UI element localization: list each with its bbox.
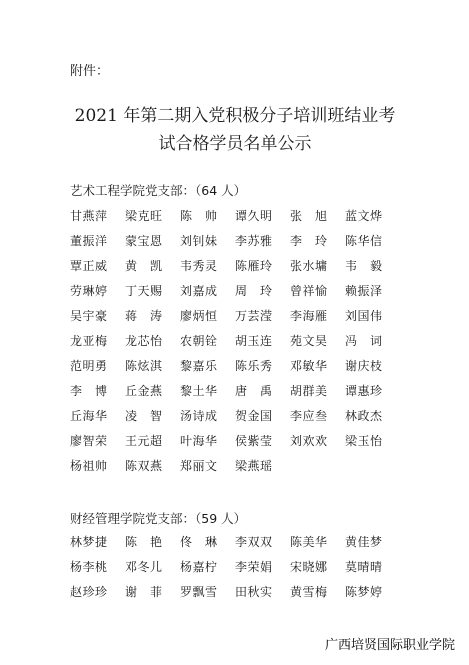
name-grid-art — [70, 204, 415, 479]
member-name: 苑文昊 — [290, 334, 328, 348]
member-name: 刘钊妹 — [180, 234, 218, 248]
member-name: 农朝铨 — [180, 334, 218, 348]
member-name: 陈炫淇 — [125, 359, 163, 373]
member-name: 谭久明 — [235, 209, 273, 223]
member-name: 陈梦婷 — [345, 585, 383, 599]
section-heading-art: 艺术工程学院党支部：（64 人） — [70, 183, 247, 198]
member-name: 陈华信 — [345, 234, 383, 248]
member-name: 谢庆枝 — [345, 359, 383, 373]
member-name: 吴宇豪 — [70, 309, 108, 323]
member-name: 谭惠珍 — [345, 384, 383, 398]
member-name: 佟 琳 — [180, 535, 218, 549]
section-heading-finance: 财经管理学院党支部：（59 人） — [70, 511, 247, 526]
member-name: 胡玉连 — [235, 334, 273, 348]
member-name: 蒋 涛 — [125, 309, 163, 323]
member-name: 蒙宝恩 — [125, 234, 163, 248]
member-name: 郑丽文 — [180, 459, 218, 473]
member-name: 李苏雅 — [235, 234, 273, 248]
member-name: 董振洋 — [70, 234, 108, 248]
member-name: 万芸滢 — [235, 309, 273, 323]
member-name: 陈美华 — [290, 535, 328, 549]
member-name: 廖炳恒 — [180, 309, 218, 323]
member-name: 贺金国 — [235, 409, 273, 423]
member-name: 杨李桃 — [70, 560, 108, 574]
member-name: 黄雪梅 — [290, 585, 328, 599]
member-name: 韦 毅 — [345, 259, 383, 273]
member-name: 陈雁玲 — [235, 259, 273, 273]
member-name: 覃正威 — [70, 259, 108, 273]
member-name: 林政杰 — [345, 409, 383, 423]
member-name: 赖振泽 — [345, 284, 383, 298]
member-name: 谢 菲 — [125, 585, 163, 599]
member-name: 丘海华 — [70, 409, 108, 423]
member-name: 王元超 — [125, 434, 163, 448]
member-name: 林梦捷 — [70, 535, 108, 549]
member-name: 黄佳梦 — [345, 535, 383, 549]
member-name: 甘燕萍 — [70, 209, 108, 223]
member-name: 黎嘉乐 — [180, 359, 218, 373]
member-name: 李 玲 — [290, 234, 328, 248]
member-name: 范明勇 — [70, 359, 108, 373]
member-name: 黄 凯 — [125, 259, 163, 273]
member-name: 蓝文烨 — [345, 209, 383, 223]
member-name: 邓冬儿 — [125, 560, 163, 574]
member-name: 汤诗成 — [180, 409, 218, 423]
member-name: 赵珍珍 — [70, 585, 108, 599]
member-name: 陈乐秀 — [235, 359, 273, 373]
member-name: 韦秀灵 — [180, 259, 218, 273]
member-name: 周 玲 — [235, 284, 273, 298]
member-name: 李 博 — [70, 384, 108, 398]
document-title-line2: 试合格学员名单公示 — [158, 134, 312, 154]
member-name: 李应叁 — [290, 409, 328, 423]
member-name: 侯紫莹 — [235, 434, 273, 448]
member-name: 陈 艳 — [125, 535, 163, 549]
member-name: 龙亚梅 — [70, 334, 108, 348]
member-name: 梁玉怡 — [345, 434, 383, 448]
member-name: 劳琳婷 — [70, 284, 108, 298]
member-name: 刘国伟 — [345, 309, 383, 323]
member-name: 陈 帅 — [180, 209, 218, 223]
member-name: 宋晓娜 — [290, 560, 328, 574]
member-name: 李海雁 — [290, 309, 328, 323]
attachment-label: 附件： — [70, 64, 110, 79]
member-name: 唐 禹 — [235, 384, 273, 398]
member-name: 莫晴晴 — [345, 560, 383, 574]
member-name: 杨祖帅 — [70, 459, 108, 473]
member-name: 刘欢欢 — [290, 434, 328, 448]
member-name: 龙芯怡 — [125, 334, 163, 348]
member-name: 廖智荣 — [70, 434, 108, 448]
member-name: 刘嘉成 — [180, 284, 218, 298]
member-name: 田秋实 — [235, 585, 273, 599]
member-name: 凌 智 — [125, 409, 163, 423]
member-name: 梁克旺 — [125, 209, 163, 223]
member-name: 李双双 — [235, 535, 273, 549]
member-name: 张水墉 — [290, 259, 328, 273]
member-name: 黎土华 — [180, 384, 218, 398]
member-name: 丘金燕 — [125, 384, 163, 398]
member-name: 叶海华 — [180, 434, 218, 448]
footer-institution: 广西培贤国际职业学院 — [324, 638, 455, 653]
document-title-line1: 2021 年第二期入党积极分子培训班结业考 — [74, 106, 396, 126]
member-name: 邓敏华 — [290, 359, 328, 373]
member-name: 陈双燕 — [125, 459, 163, 473]
member-name: 冯 词 — [345, 334, 383, 348]
member-name: 罗飘雪 — [180, 585, 218, 599]
name-grid-finance — [70, 530, 415, 605]
member-name: 丁天赐 — [125, 284, 163, 298]
member-name: 张 旭 — [290, 209, 328, 223]
member-name: 杨嘉柠 — [180, 560, 218, 574]
member-name: 李荣娟 — [235, 560, 273, 574]
member-name: 胡群美 — [290, 384, 328, 398]
member-name: 梁燕瑶 — [235, 459, 273, 473]
member-name: 曾祥愉 — [290, 284, 328, 298]
